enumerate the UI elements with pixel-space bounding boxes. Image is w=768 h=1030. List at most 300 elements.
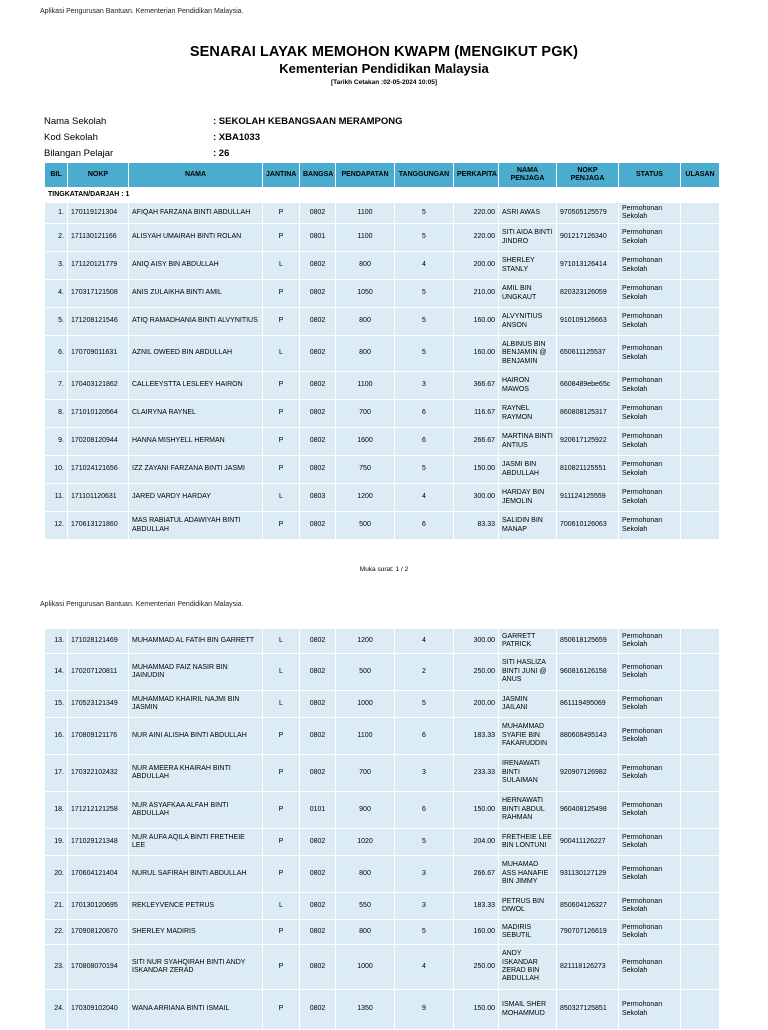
cell-status[interactable]: Permohonan Sekolah bbox=[619, 893, 681, 920]
cell-nokp: 171024121656 bbox=[68, 456, 129, 484]
cell-jantina: L bbox=[263, 252, 300, 280]
cell-perkapita: 233.33 bbox=[454, 755, 499, 792]
school-code-value: : XBA1033 bbox=[213, 132, 260, 143]
cell-nama-penjaga: MUHAMMAD SYAFIE BIN FAKARUDDIN bbox=[499, 718, 557, 755]
cell-perkapita: 250.00 bbox=[454, 654, 499, 691]
school-name-label: Nama Sekolah bbox=[44, 116, 107, 127]
col-header-status: STATUS bbox=[619, 163, 681, 188]
cell-bil: 3. bbox=[45, 252, 68, 280]
cell-ulasan bbox=[681, 755, 720, 792]
cell-tanggungan: 6 bbox=[395, 428, 454, 456]
cell-nama-penjaga: SITI HASLIZA BINTI JUNI @ ANUS bbox=[499, 654, 557, 691]
cell-bil: 24. bbox=[45, 990, 68, 1030]
cell-jantina: P bbox=[263, 856, 300, 893]
cell-bil: 14. bbox=[45, 654, 68, 691]
cell-nama: ANIS ZULAIKHA BINTI AMIL bbox=[129, 280, 263, 308]
cell-nama-penjaga: PETRUS BIN DIWOL bbox=[499, 893, 557, 920]
cell-nama: SHERLEY MADIRIS bbox=[129, 920, 263, 945]
col-header-nokp: NOKP bbox=[68, 163, 129, 188]
cell-nokp: 171101120631 bbox=[68, 484, 129, 512]
cell-tanggungan: 4 bbox=[395, 629, 454, 654]
cell-bil: 23. bbox=[45, 945, 68, 990]
cell-nokp: 171010120564 bbox=[68, 400, 129, 428]
cell-nama-penjaga: HARDAY BIN JEMOLIN bbox=[499, 484, 557, 512]
cell-jantina: L bbox=[263, 691, 300, 718]
eligibility-table-page-2 bbox=[44, 628, 720, 1030]
table-row bbox=[45, 945, 720, 990]
cell-jantina: P bbox=[263, 428, 300, 456]
cell-nokp: 170130120695 bbox=[68, 893, 129, 920]
table-row bbox=[45, 224, 720, 252]
cell-bangsa: 0802 bbox=[300, 755, 336, 792]
cell-status[interactable]: Permohonan Sekolah bbox=[619, 718, 681, 755]
cell-nama-penjaga: JASMI BIN ABDULLAH bbox=[499, 456, 557, 484]
report-title-block bbox=[0, 44, 768, 86]
cell-perkapita: 160.00 bbox=[454, 920, 499, 945]
table-row bbox=[45, 755, 720, 792]
cell-tanggungan: 6 bbox=[395, 792, 454, 829]
cell-bangsa: 0803 bbox=[300, 484, 336, 512]
cell-status[interactable]: Permohonan Sekolah bbox=[619, 512, 681, 540]
cell-nokp-penjaga: 911124125559 bbox=[557, 484, 619, 512]
cell-nokp-penjaga: 860808125317 bbox=[557, 400, 619, 428]
col-header-nama-penjaga: NAMA PENJAGA bbox=[499, 163, 557, 188]
cell-nokp: 170604121404 bbox=[68, 856, 129, 893]
cell-nama: AZNIL OWEED BIN ABDULLAH bbox=[129, 336, 263, 372]
cell-tanggungan: 5 bbox=[395, 691, 454, 718]
cell-status[interactable]: Permohonan Sekolah bbox=[619, 792, 681, 829]
cell-nokp-penjaga: 700610126063 bbox=[557, 512, 619, 540]
cell-jantina: L bbox=[263, 654, 300, 691]
cell-pendapatan: 550 bbox=[336, 893, 395, 920]
school-name-value: : SEKOLAH KEBANGSAAN MERAMPONG bbox=[213, 116, 403, 127]
cell-ulasan bbox=[681, 829, 720, 856]
cell-nokp: 170808070194 bbox=[68, 945, 129, 990]
col-header-nama: NAMA bbox=[129, 163, 263, 188]
cell-tanggungan: 5 bbox=[395, 203, 454, 224]
cell-status[interactable]: Permohonan Sekolah bbox=[619, 990, 681, 1030]
cell-nokp: 170523121349 bbox=[68, 691, 129, 718]
cell-pendapatan: 800 bbox=[336, 308, 395, 336]
cell-nokp: 170809121176 bbox=[68, 718, 129, 755]
table-header-row bbox=[45, 163, 720, 188]
cell-nokp-penjaga: 821118126273 bbox=[557, 945, 619, 990]
cell-nokp-penjaga: 960816126158 bbox=[557, 654, 619, 691]
cell-perkapita: 220.00 bbox=[454, 203, 499, 224]
cell-status[interactable]: Permohonan Sekolah bbox=[619, 252, 681, 280]
student-count-value: : 26 bbox=[213, 148, 230, 159]
col-header-nokp-penjaga: NOKP PENJAGA bbox=[557, 163, 619, 188]
cell-ulasan bbox=[681, 718, 720, 755]
cell-bil: 2. bbox=[45, 224, 68, 252]
cell-perkapita: 183.33 bbox=[454, 718, 499, 755]
cell-nama: NURUL SAFIRAH BINTI ABDULLAH bbox=[129, 856, 263, 893]
cell-pendapatan: 800 bbox=[336, 336, 395, 372]
cell-bil: 22. bbox=[45, 920, 68, 945]
cell-bil: 15. bbox=[45, 691, 68, 718]
cell-jantina: P bbox=[263, 512, 300, 540]
cell-bangsa: 0802 bbox=[300, 456, 336, 484]
cell-tanggungan: 5 bbox=[395, 280, 454, 308]
cell-nokp-penjaga: 900411126227 bbox=[557, 829, 619, 856]
cell-status[interactable]: Permohonan Sekolah bbox=[619, 308, 681, 336]
cell-perkapita: 220.00 bbox=[454, 224, 499, 252]
cell-jantina: L bbox=[263, 336, 300, 372]
cell-perkapita: 116.67 bbox=[454, 400, 499, 428]
cell-ulasan bbox=[681, 792, 720, 829]
cell-status[interactable]: Permohonan Sekolah bbox=[619, 629, 681, 654]
cell-bangsa: 0802 bbox=[300, 252, 336, 280]
cell-perkapita: 150.00 bbox=[454, 792, 499, 829]
cell-jantina: P bbox=[263, 829, 300, 856]
cell-status[interactable]: Permohonan Sekolah bbox=[619, 829, 681, 856]
cell-bangsa: 0802 bbox=[300, 691, 336, 718]
cell-nama: ALISYAH UMAIRAH BINTI ROLAN bbox=[129, 224, 263, 252]
cell-nokp: 170317121508 bbox=[68, 280, 129, 308]
cell-bangsa: 0802 bbox=[300, 654, 336, 691]
cell-bangsa: 0802 bbox=[300, 629, 336, 654]
cell-ulasan bbox=[681, 428, 720, 456]
cell-nama-penjaga: SHERLEY STANLY bbox=[499, 252, 557, 280]
cell-nama: ATIQ RAMADHANIA BINTI ALVYNITIUS bbox=[129, 308, 263, 336]
cell-nokp: 170322102432 bbox=[68, 755, 129, 792]
cell-perkapita: 200.00 bbox=[454, 252, 499, 280]
cell-nama-penjaga: MUHAMAD ASS HANAFIE BIN JIMMY bbox=[499, 856, 557, 893]
cell-status[interactable]: Permohonan Sekolah bbox=[619, 755, 681, 792]
cell-bil: 17. bbox=[45, 755, 68, 792]
cell-nokp: 171208121546 bbox=[68, 308, 129, 336]
cell-tanggungan: 9 bbox=[395, 990, 454, 1030]
cell-nokp-penjaga: 850604126327 bbox=[557, 893, 619, 920]
cell-nama: HANNA MISHYELL HERMAN bbox=[129, 428, 263, 456]
cell-pendapatan: 1050 bbox=[336, 280, 395, 308]
cell-jantina: P bbox=[263, 755, 300, 792]
cell-nama: NUR ASYAFKAA ALFAH BINTI ABDULLAH bbox=[129, 792, 263, 829]
cell-nokp-penjaga: 650611125537 bbox=[557, 336, 619, 372]
cell-bangsa: 0802 bbox=[300, 372, 336, 400]
cell-perkapita: 183.33 bbox=[454, 893, 499, 920]
cell-tanggungan: 5 bbox=[395, 829, 454, 856]
cell-perkapita: 160.00 bbox=[454, 336, 499, 372]
cell-ulasan bbox=[681, 203, 720, 224]
cell-status[interactable]: Permohonan Sekolah bbox=[619, 372, 681, 400]
cell-ulasan bbox=[681, 654, 720, 691]
cell-pendapatan: 800 bbox=[336, 856, 395, 893]
cell-nama-penjaga: ALVYNITIUS ANSON bbox=[499, 308, 557, 336]
cell-nama: NUR AUFA AQILA BINTI FRETHEIE LEE bbox=[129, 829, 263, 856]
col-header-ulasan: ULASAN bbox=[681, 163, 720, 188]
cell-pendapatan: 1100 bbox=[336, 224, 395, 252]
cell-tanggungan: 2 bbox=[395, 654, 454, 691]
col-header-pendapatan: PENDAPATAN bbox=[336, 163, 395, 188]
cell-tanggungan: 6 bbox=[395, 718, 454, 755]
cell-ulasan bbox=[681, 920, 720, 945]
cell-nama-penjaga: HAIRON MAWOS bbox=[499, 372, 557, 400]
cell-nama-penjaga: SITI AIDA BINTI JINDRO bbox=[499, 224, 557, 252]
cell-ulasan bbox=[681, 691, 720, 718]
cell-tanggungan: 4 bbox=[395, 484, 454, 512]
cell-bangsa: 0101 bbox=[300, 792, 336, 829]
cell-bangsa: 0802 bbox=[300, 920, 336, 945]
cell-jantina: P bbox=[263, 400, 300, 428]
cell-perkapita: 150.00 bbox=[454, 990, 499, 1030]
cell-perkapita: 300.00 bbox=[454, 629, 499, 654]
cell-nokp-penjaga: 970505125579 bbox=[557, 203, 619, 224]
table-row bbox=[45, 428, 720, 456]
cell-bil: 13. bbox=[45, 629, 68, 654]
cell-nama: WANA ARRIANA BINTI ISMAIL bbox=[129, 990, 263, 1030]
table-row bbox=[45, 893, 720, 920]
cell-pendapatan: 1200 bbox=[336, 484, 395, 512]
report-subtitle: Kementerian Pendidikan Malaysia bbox=[279, 61, 489, 76]
cell-tanggungan: 3 bbox=[395, 372, 454, 400]
table-row bbox=[45, 718, 720, 755]
cell-nokp-penjaga: 971013126414 bbox=[557, 252, 619, 280]
cell-bangsa: 0802 bbox=[300, 400, 336, 428]
table-row bbox=[45, 252, 720, 280]
cell-pendapatan: 500 bbox=[336, 654, 395, 691]
cell-perkapita: 300.00 bbox=[454, 484, 499, 512]
table-row bbox=[45, 280, 720, 308]
table-row bbox=[45, 400, 720, 428]
cell-bil: 4. bbox=[45, 280, 68, 308]
cell-nama-penjaga: SALIDIN BIN MANAP bbox=[499, 512, 557, 540]
cell-nokp-penjaga: 790707126619 bbox=[557, 920, 619, 945]
cell-jantina: L bbox=[263, 484, 300, 512]
cell-nokp-penjaga: 920617125922 bbox=[557, 428, 619, 456]
cell-nokp-penjaga: 850618125659 bbox=[557, 629, 619, 654]
cell-nokp: 170613121860 bbox=[68, 512, 129, 540]
cell-nokp: 170908120670 bbox=[68, 920, 129, 945]
cell-perkapita: 266.67 bbox=[454, 856, 499, 893]
cell-bangsa: 0802 bbox=[300, 336, 336, 372]
cell-perkapita: 366.67 bbox=[454, 372, 499, 400]
cell-nokp: 170207120811 bbox=[68, 654, 129, 691]
cell-ulasan bbox=[681, 224, 720, 252]
cell-tanggungan: 4 bbox=[395, 252, 454, 280]
cell-nokp-penjaga: 880608495143 bbox=[557, 718, 619, 755]
cell-pendapatan: 900 bbox=[336, 792, 395, 829]
cell-status[interactable]: Permohonan Sekolah bbox=[619, 336, 681, 372]
cell-tanggungan: 4 bbox=[395, 945, 454, 990]
cell-pendapatan: 1600 bbox=[336, 428, 395, 456]
cell-bil: 5. bbox=[45, 308, 68, 336]
cell-ulasan bbox=[681, 456, 720, 484]
cell-bangsa: 0802 bbox=[300, 308, 336, 336]
cell-nama-penjaga: AMIL BIN UNGKAUT bbox=[499, 280, 557, 308]
cell-status[interactable]: Permohonan Sekolah bbox=[619, 203, 681, 224]
group-label: TINGKATAN/DARJAH : 1 bbox=[45, 188, 720, 203]
cell-nama: JARED VARDY HARDAY bbox=[129, 484, 263, 512]
group-row bbox=[45, 188, 720, 203]
report-title: SENARAI LAYAK MEMOHON KWAPM (MENGIKUT PGK) bbox=[189, 44, 579, 60]
cell-status[interactable]: Permohonan Sekolah bbox=[619, 400, 681, 428]
cell-jantina: P bbox=[263, 945, 300, 990]
cell-status[interactable]: Permohonan Sekolah bbox=[619, 280, 681, 308]
cell-status[interactable]: Permohonan Sekolah bbox=[619, 654, 681, 691]
cell-nama: SITI NUR SYAHQIRAH BINTI ANDY ISKANDAR ZERAD bbox=[129, 945, 263, 990]
cell-nokp: 171029121348 bbox=[68, 829, 129, 856]
cell-nokp-penjaga: 861119495069 bbox=[557, 691, 619, 718]
cell-tanggungan: 3 bbox=[395, 856, 454, 893]
cell-status[interactable]: Permohonan Sekolah bbox=[619, 920, 681, 945]
cell-nama: CLAIRYNA RAYNEL bbox=[129, 400, 263, 428]
cell-nokp-penjaga: 810821125551 bbox=[557, 456, 619, 484]
cell-ulasan bbox=[681, 308, 720, 336]
cell-ulasan bbox=[681, 512, 720, 540]
cell-pendapatan: 1000 bbox=[336, 945, 395, 990]
cell-tanggungan: 5 bbox=[395, 308, 454, 336]
table-row bbox=[45, 856, 720, 893]
cell-bangsa: 0802 bbox=[300, 829, 336, 856]
cell-jantina: P bbox=[263, 224, 300, 252]
cell-nama-penjaga: FRETHEIE LEE BIN LONTUNI bbox=[499, 829, 557, 856]
app-name-header: Aplikasi Pengurusan Bantuan. Kementerian Pendidikan Malaysia. bbox=[40, 8, 244, 15]
cell-nama: NUR AMEERA KHAIRAH BINTI ABDULLAH bbox=[129, 755, 263, 792]
cell-nokp-penjaga: 850327125851 bbox=[557, 990, 619, 1030]
cell-nama-penjaga: ANDY ISKANDAR ZERAD BIN ABDULLAH bbox=[499, 945, 557, 990]
cell-status[interactable]: Permohonan Sekolah bbox=[619, 428, 681, 456]
cell-nama: ANIQ AISY BIN ABDULLAH bbox=[129, 252, 263, 280]
cell-ulasan bbox=[681, 252, 720, 280]
table-row bbox=[45, 372, 720, 400]
cell-pendapatan: 750 bbox=[336, 456, 395, 484]
cell-tanggungan: 5 bbox=[395, 456, 454, 484]
table-row bbox=[45, 512, 720, 540]
cell-tanggungan: 6 bbox=[395, 512, 454, 540]
cell-nokp-penjaga: 820323126059 bbox=[557, 280, 619, 308]
cell-nama-penjaga: GARRETT PATRICK bbox=[499, 629, 557, 654]
col-header-bangsa: BANGSA bbox=[300, 163, 336, 188]
cell-nama: IZZ ZAYANI FARZANA BINTI JASMI bbox=[129, 456, 263, 484]
cell-tanggungan: 5 bbox=[395, 336, 454, 372]
cell-ulasan bbox=[681, 280, 720, 308]
cell-pendapatan: 800 bbox=[336, 252, 395, 280]
cell-nokp-penjaga: 920907126982 bbox=[557, 755, 619, 792]
cell-nama-penjaga: ALBINUS BIN BENJAMIN @ BENJAMIN bbox=[499, 336, 557, 372]
cell-bil: 10. bbox=[45, 456, 68, 484]
cell-bil: 6. bbox=[45, 336, 68, 372]
cell-pendapatan: 1100 bbox=[336, 203, 395, 224]
cell-bil: 18. bbox=[45, 792, 68, 829]
cell-tanggungan: 6 bbox=[395, 400, 454, 428]
print-date: [Tarikh Cetakan :02-05-2024 10:05] bbox=[330, 79, 438, 86]
cell-nokp-penjaga: 960408125498 bbox=[557, 792, 619, 829]
cell-status[interactable]: Permohonan Sekolah bbox=[619, 691, 681, 718]
cell-status[interactable]: Permohonan Sekolah bbox=[619, 856, 681, 893]
cell-jantina: L bbox=[263, 629, 300, 654]
cell-pendapatan: 500 bbox=[336, 512, 395, 540]
cell-jantina: P bbox=[263, 372, 300, 400]
cell-perkapita: 266.67 bbox=[454, 428, 499, 456]
cell-perkapita: 200.00 bbox=[454, 691, 499, 718]
cell-status[interactable]: Permohonan Sekolah bbox=[619, 484, 681, 512]
cell-tanggungan: 5 bbox=[395, 224, 454, 252]
table-row bbox=[45, 484, 720, 512]
cell-jantina: P bbox=[263, 718, 300, 755]
table-row bbox=[45, 792, 720, 829]
table-row bbox=[45, 456, 720, 484]
cell-nama-penjaga: JASMIN JAILANI bbox=[499, 691, 557, 718]
cell-ulasan bbox=[681, 372, 720, 400]
cell-bil: 16. bbox=[45, 718, 68, 755]
cell-tanggungan: 3 bbox=[395, 755, 454, 792]
cell-pendapatan: 700 bbox=[336, 755, 395, 792]
cell-status[interactable]: Permohonan Sekolah bbox=[619, 456, 681, 484]
cell-nama-penjaga: ASRI AWAS bbox=[499, 203, 557, 224]
cell-perkapita: 160.00 bbox=[454, 308, 499, 336]
cell-nokp-penjaga: 910109126663 bbox=[557, 308, 619, 336]
col-header-tanggungan: TANGGUNGAN bbox=[395, 163, 454, 188]
cell-perkapita: 210.00 bbox=[454, 280, 499, 308]
table-row bbox=[45, 203, 720, 224]
cell-jantina: P bbox=[263, 280, 300, 308]
cell-bangsa: 0802 bbox=[300, 893, 336, 920]
cell-status[interactable]: Permohonan Sekolah bbox=[619, 945, 681, 990]
cell-tanggungan: 5 bbox=[395, 920, 454, 945]
cell-bil: 8. bbox=[45, 400, 68, 428]
page-indicator: Muka surat: 1 / 2 bbox=[359, 566, 409, 573]
cell-nokp: 170309102040 bbox=[68, 990, 129, 1030]
cell-pendapatan: 1020 bbox=[336, 829, 395, 856]
cell-perkapita: 204.00 bbox=[454, 829, 499, 856]
cell-pendapatan: 1000 bbox=[336, 691, 395, 718]
cell-bil: 1. bbox=[45, 203, 68, 224]
cell-nokp: 171212121258 bbox=[68, 792, 129, 829]
cell-nokp: 170709011631 bbox=[68, 336, 129, 372]
cell-tanggungan: 3 bbox=[395, 893, 454, 920]
cell-ulasan bbox=[681, 893, 720, 920]
cell-pendapatan: 800 bbox=[336, 920, 395, 945]
cell-jantina: P bbox=[263, 308, 300, 336]
table-row bbox=[45, 308, 720, 336]
cell-ulasan bbox=[681, 400, 720, 428]
cell-nokp: 170403121862 bbox=[68, 372, 129, 400]
table-row bbox=[45, 629, 720, 654]
cell-status[interactable]: Permohonan Sekolah bbox=[619, 224, 681, 252]
cell-bangsa: 0802 bbox=[300, 203, 336, 224]
cell-perkapita: 150.00 bbox=[454, 456, 499, 484]
table-row bbox=[45, 691, 720, 718]
cell-ulasan bbox=[681, 336, 720, 372]
cell-nama-penjaga: IRENAWATI BINTI SULAIMAN bbox=[499, 755, 557, 792]
student-count-label: Bilangan Pelajar bbox=[44, 148, 114, 159]
cell-nama: MUHAMMAD AL FATIH BIN GARRETT bbox=[129, 629, 263, 654]
col-header-bil: BIL bbox=[45, 163, 68, 188]
cell-pendapatan: 1100 bbox=[336, 372, 395, 400]
eligibility-table-page-1 bbox=[44, 162, 720, 540]
cell-bangsa: 0802 bbox=[300, 945, 336, 990]
cell-pendapatan: 1350 bbox=[336, 990, 395, 1030]
cell-bangsa: 0802 bbox=[300, 856, 336, 893]
cell-nama: REKLEYVENCE PETRUS bbox=[129, 893, 263, 920]
cell-bil: 19. bbox=[45, 829, 68, 856]
cell-perkapita: 83.33 bbox=[454, 512, 499, 540]
cell-perkapita: 250.00 bbox=[454, 945, 499, 990]
cell-nama: NUR AINI ALISHA BINTI ABDULLAH bbox=[129, 718, 263, 755]
cell-ulasan bbox=[681, 945, 720, 990]
cell-bangsa: 0802 bbox=[300, 512, 336, 540]
cell-pendapatan: 1100 bbox=[336, 718, 395, 755]
cell-jantina: P bbox=[263, 203, 300, 224]
table-row bbox=[45, 654, 720, 691]
cell-nama-penjaga: ISMAIL SHER MOHAMMUD bbox=[499, 990, 557, 1030]
table-row bbox=[45, 336, 720, 372]
school-code-label: Kod Sekolah bbox=[44, 132, 98, 143]
cell-nokp: 170208120944 bbox=[68, 428, 129, 456]
cell-nama-penjaga: MARTINA BINTI ANTIUS bbox=[499, 428, 557, 456]
cell-ulasan bbox=[681, 629, 720, 654]
